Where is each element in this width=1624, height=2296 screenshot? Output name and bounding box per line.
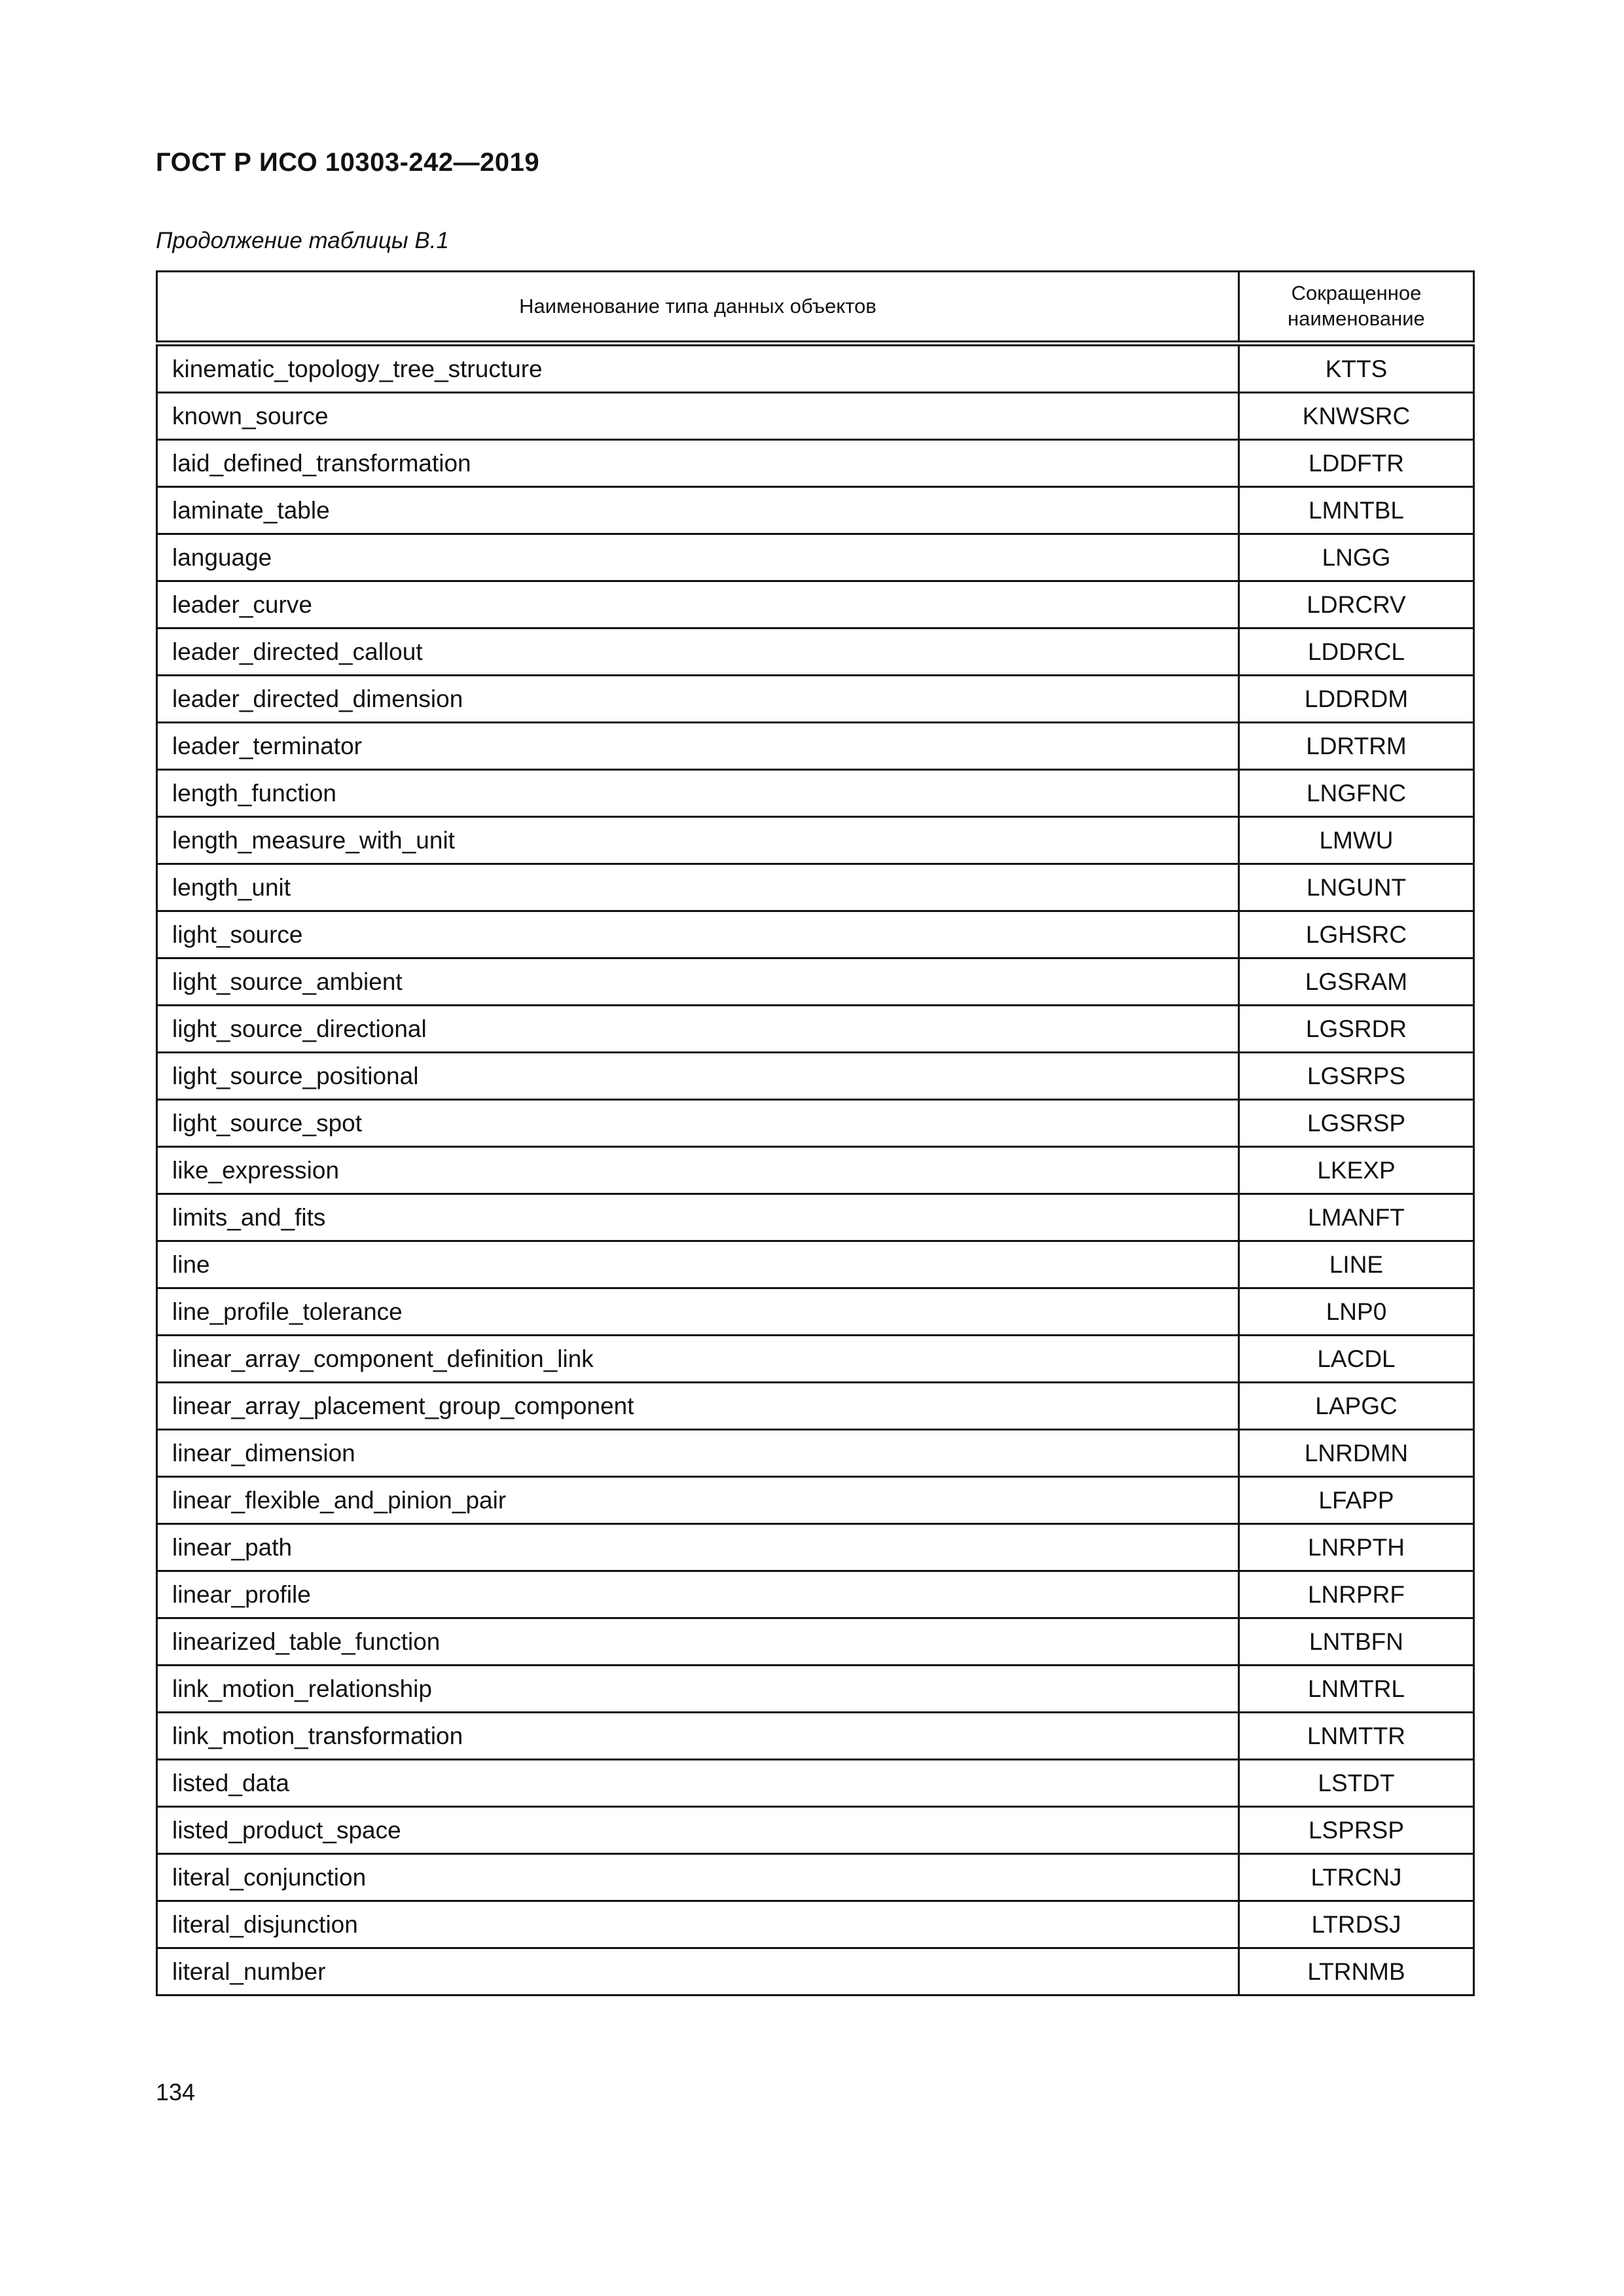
table-row bbox=[157, 1336, 1474, 1383]
abbreviation-cell: LAPGC bbox=[1239, 1383, 1474, 1430]
entity-name-cell: length_measure_with_unit bbox=[157, 817, 1239, 864]
table-row bbox=[157, 534, 1474, 581]
table-row bbox=[157, 1571, 1474, 1618]
table-row bbox=[157, 864, 1474, 911]
entity-name-cell: linear_profile bbox=[157, 1571, 1239, 1618]
table-row bbox=[157, 1524, 1474, 1571]
entity-name-cell: leader_terminator bbox=[157, 723, 1239, 770]
abbreviation-table-container bbox=[156, 270, 1473, 1996]
table-row bbox=[157, 1666, 1474, 1713]
abbreviation-cell: LNGUNT bbox=[1239, 864, 1474, 911]
abbreviation-cell: LDDFTR bbox=[1239, 440, 1474, 487]
entity-name-cell: line_profile_tolerance bbox=[157, 1288, 1239, 1336]
abbreviation-cell: LSTDT bbox=[1239, 1760, 1474, 1807]
abbreviation-cell: LGSRDR bbox=[1239, 1006, 1474, 1053]
table-row bbox=[157, 1713, 1474, 1760]
table-row bbox=[157, 1430, 1474, 1477]
entity-name-cell: leader_directed_dimension bbox=[157, 676, 1239, 723]
entity-name-cell: linear_array_component_definition_link bbox=[157, 1336, 1239, 1383]
entity-name-cell: leader_curve bbox=[157, 581, 1239, 629]
entity-name-cell: length_function bbox=[157, 770, 1239, 817]
entity-name-cell: kinematic_topology_tree_structure bbox=[157, 344, 1239, 393]
abbreviation-cell: KNWSRC bbox=[1239, 393, 1474, 440]
table-row bbox=[157, 1288, 1474, 1336]
entity-name-cell: linear_path bbox=[157, 1524, 1239, 1571]
table-row bbox=[157, 1194, 1474, 1241]
table-row bbox=[157, 723, 1474, 770]
abbreviation-cell: LGSRAM bbox=[1239, 958, 1474, 1006]
abbreviation-cell: LTRCNJ bbox=[1239, 1854, 1474, 1901]
table-row bbox=[157, 344, 1474, 393]
table-row bbox=[157, 440, 1474, 487]
entity-name-cell: laminate_table bbox=[157, 487, 1239, 534]
entity-name-cell: literal_number bbox=[157, 1948, 1239, 1995]
column-header-abbreviation: Сокращенное наименование bbox=[1239, 272, 1474, 344]
abbreviation-cell: KTTS bbox=[1239, 344, 1474, 393]
entity-name-cell: light_source_ambient bbox=[157, 958, 1239, 1006]
entity-name-cell: length_unit bbox=[157, 864, 1239, 911]
entity-name-cell: light_source_positional bbox=[157, 1053, 1239, 1100]
abbreviation-cell: LNMTRL bbox=[1239, 1666, 1474, 1713]
table-row bbox=[157, 1477, 1474, 1524]
abbreviation-cell: LDRTRM bbox=[1239, 723, 1474, 770]
table-body bbox=[157, 344, 1474, 1995]
table-row bbox=[157, 1901, 1474, 1948]
entity-name-cell: linear_array_placement_group_component bbox=[157, 1383, 1239, 1430]
entity-name-cell: listed_product_space bbox=[157, 1807, 1239, 1854]
table-row bbox=[157, 1807, 1474, 1854]
abbreviation-cell: LNTBFN bbox=[1239, 1618, 1474, 1666]
table-row bbox=[157, 817, 1474, 864]
table-row bbox=[157, 958, 1474, 1006]
table-row bbox=[157, 1948, 1474, 1995]
table-row bbox=[157, 1006, 1474, 1053]
abbreviation-cell: LMWU bbox=[1239, 817, 1474, 864]
table-header-row bbox=[157, 272, 1474, 344]
entity-name-cell: literal_conjunction bbox=[157, 1854, 1239, 1901]
abbreviation-cell: LDRCRV bbox=[1239, 581, 1474, 629]
entity-name-cell: linear_dimension bbox=[157, 1430, 1239, 1477]
abbreviation-cell: LINE bbox=[1239, 1241, 1474, 1288]
table-row bbox=[157, 1760, 1474, 1807]
table-row bbox=[157, 911, 1474, 958]
entity-name-cell: laid_defined_transformation bbox=[157, 440, 1239, 487]
table-row bbox=[157, 393, 1474, 440]
abbreviation-cell: LNGFNC bbox=[1239, 770, 1474, 817]
abbreviation-cell: LMANFT bbox=[1239, 1194, 1474, 1241]
entity-name-cell: light_source_directional bbox=[157, 1006, 1239, 1053]
abbreviation-cell: LNGG bbox=[1239, 534, 1474, 581]
table-row bbox=[157, 676, 1474, 723]
table-caption: Продолжение таблицы В.1 bbox=[156, 228, 449, 253]
abbreviation-cell: LNP0 bbox=[1239, 1288, 1474, 1336]
abbreviation-cell: LNMTTR bbox=[1239, 1713, 1474, 1760]
abbreviation-cell: LACDL bbox=[1239, 1336, 1474, 1383]
table-row bbox=[157, 1100, 1474, 1147]
entity-name-cell: linear_flexible_and_pinion_pair bbox=[157, 1477, 1239, 1524]
entity-name-cell: literal_disjunction bbox=[157, 1901, 1239, 1948]
abbreviation-cell: LNRPTH bbox=[1239, 1524, 1474, 1571]
abbreviation-table bbox=[156, 270, 1475, 1996]
table-row bbox=[157, 581, 1474, 629]
table-row bbox=[157, 770, 1474, 817]
table-row bbox=[157, 1383, 1474, 1430]
entity-name-cell: link_motion_transformation bbox=[157, 1713, 1239, 1760]
table-row bbox=[157, 1053, 1474, 1100]
abbreviation-cell: LGSRSP bbox=[1239, 1100, 1474, 1147]
entity-name-cell: light_source_spot bbox=[157, 1100, 1239, 1147]
abbreviation-cell: LFAPP bbox=[1239, 1477, 1474, 1524]
abbreviation-cell: LKEXP bbox=[1239, 1147, 1474, 1194]
table-row bbox=[157, 1854, 1474, 1901]
table-row bbox=[157, 1241, 1474, 1288]
table-row bbox=[157, 629, 1474, 676]
abbreviation-cell: LGHSRC bbox=[1239, 911, 1474, 958]
entity-name-cell: like_expression bbox=[157, 1147, 1239, 1194]
entity-name-cell: light_source bbox=[157, 911, 1239, 958]
abbreviation-cell: LNRDMN bbox=[1239, 1430, 1474, 1477]
entity-name-cell: language bbox=[157, 534, 1239, 581]
entity-name-cell: line bbox=[157, 1241, 1239, 1288]
table-row bbox=[157, 1147, 1474, 1194]
abbreviation-cell: LNRPRF bbox=[1239, 1571, 1474, 1618]
abbreviation-cell: LTRNMB bbox=[1239, 1948, 1474, 1995]
page-number: 134 bbox=[156, 2079, 196, 2105]
entity-name-cell: link_motion_relationship bbox=[157, 1666, 1239, 1713]
entity-name-cell: leader_directed_callout bbox=[157, 629, 1239, 676]
entity-name-cell: listed_data bbox=[157, 1760, 1239, 1807]
entity-name-cell: known_source bbox=[157, 393, 1239, 440]
abbreviation-cell: LTRDSJ bbox=[1239, 1901, 1474, 1948]
table-row bbox=[157, 487, 1474, 534]
abbreviation-cell: LSPRSP bbox=[1239, 1807, 1474, 1854]
document-header: ГОСТ Р ИСО 10303-242—2019 bbox=[156, 148, 540, 177]
table-row bbox=[157, 1618, 1474, 1666]
column-header-name: Наименование типа данных объектов bbox=[157, 272, 1239, 344]
entity-name-cell: limits_and_fits bbox=[157, 1194, 1239, 1241]
entity-name-cell: linearized_table_function bbox=[157, 1618, 1239, 1666]
abbreviation-cell: LMNTBL bbox=[1239, 487, 1474, 534]
abbreviation-cell: LDDRDM bbox=[1239, 676, 1474, 723]
abbreviation-cell: LDDRCL bbox=[1239, 629, 1474, 676]
abbreviation-cell: LGSRPS bbox=[1239, 1053, 1474, 1100]
